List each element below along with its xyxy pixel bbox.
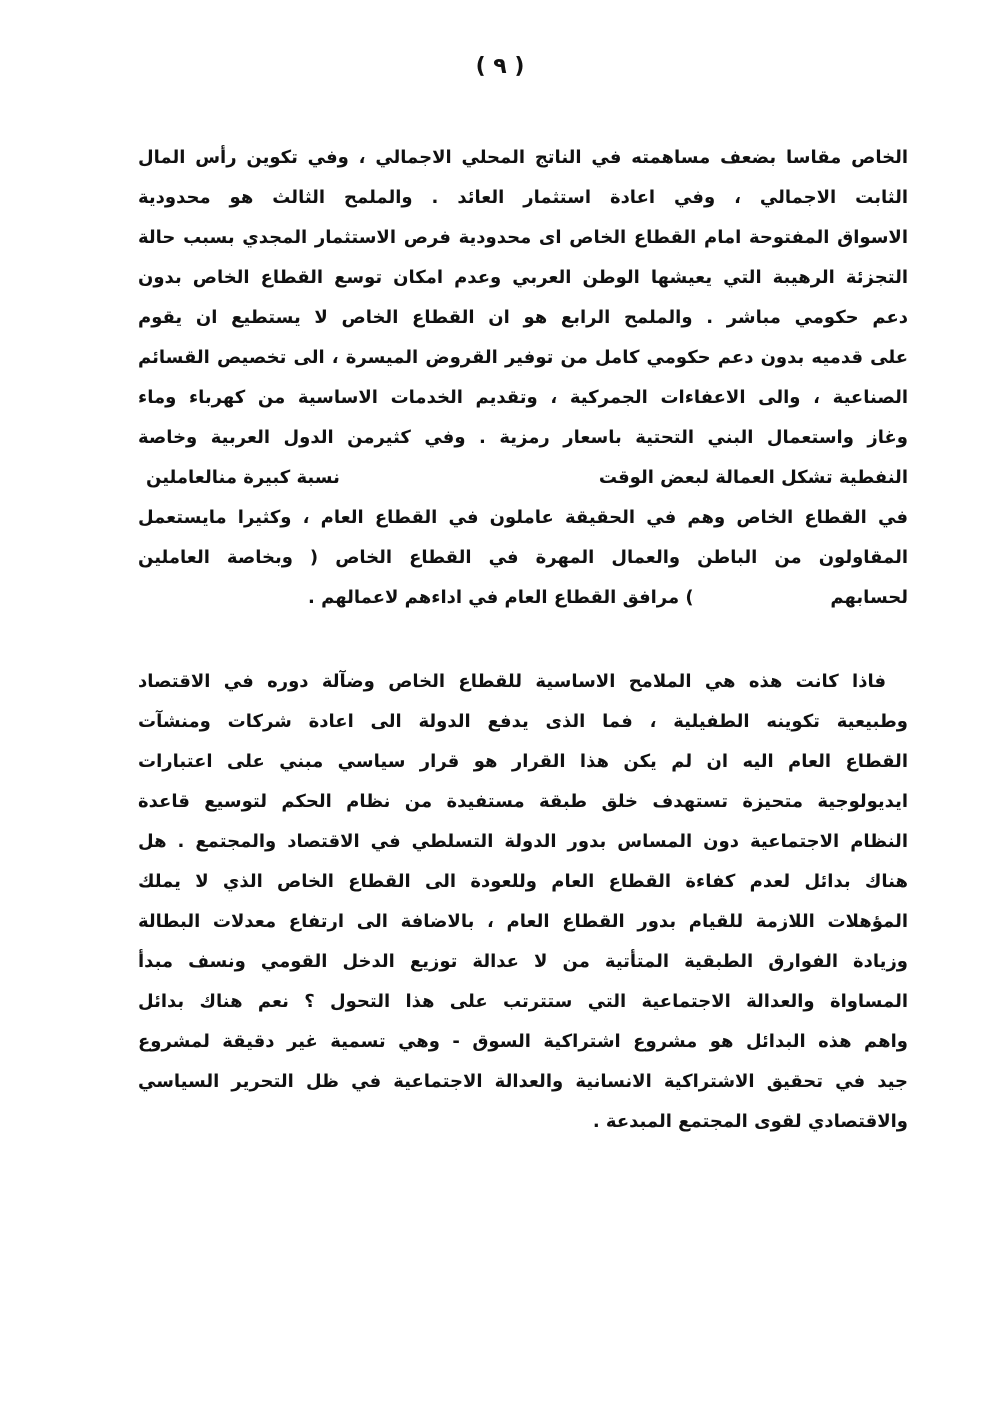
text-line: فاذا كانت هذه هي الملامح الاساسية للقطاع الخاص وضآلة دوره في الاقتصاد [138,671,886,692]
text-line: الاسواق المفتوحة امام القطاع الخاص اى محدودية فرص الاستثمار المجدي بسبب حالة [138,227,908,248]
text-line: المؤهلات اللازمة للقيام بدور القطاع العام ، بالاضافة الى ارتفاع معدلات البطالة [138,911,908,932]
paragraph-1 [138,138,908,618]
text-fragment: ) مرافق القطاع العام في اداءهم لاعمالهم . [308,587,694,608]
text-line-with-gap [138,578,908,618]
text-line: الخاص مقاسا بضعف مساهمته في الناتج المحلي الاجمالي ، وفي تكوين رأس المال [138,147,908,168]
text-line: التجزئة الرهيبة التي يعيشها الوطن العربي وعدم امكان توسع القطاع الخاص بدون [138,267,908,288]
text-line: الثابت الاجمالي ، وفي اعادة استثمار العائد . والملمح الثالث هو محدودية [138,187,908,208]
text-line: واهم هذه البدائل هو مشروع اشتراكية السوق - وهي تسمية غير دقيقة لمشروع [138,1031,908,1052]
text-fragment: النفطية تشكل العمالة لبعض الوقت [598,467,908,488]
paragraph-2 [138,662,908,1142]
text-line: ايديولوجية متحيزة تستهدف خلق طبقة مستفيدة من نظام الحكم لتوسيع قاعدة [138,791,908,812]
text-line: على قدميه بدون دعم حكومي كامل من توفير القروض الميسرة ، الى تخصيص القسائم [138,347,908,368]
text-line: المساواة والعدالة الاجتماعية التي ستترتب على هذا التحول ؟ نعم هناك بدائل [138,991,908,1012]
text-line: وزيادة الفوارق الطبقية المتأتية من لا عدالة توزيع الدخل القومي ونسف مبدأ [138,951,908,972]
text-line: الصناعية ، والى الاعفاءات الجمركية ، وتقديم الخدمات الاساسية من كهرباء وماء [138,387,908,408]
text-fragment: نسبة كبيرة منالعاملين [146,467,340,488]
text-line: وغاز واستعمال البني التحتية باسعار رمزية . وفي كثيرمن الدول العربية وخاصة [138,427,908,448]
text-line: وطبيعية تكوينه الطفيلية ، فما الذى يدفع الدولة الى اعادة شركات ومنشآت [138,711,908,732]
text-line: في القطاع الخاص وهم في الحقيقة عاملون في القطاع العام ، وكثيرا مايستعمل [138,507,908,528]
text-line: دعم حكومي مباشر . والملمح الرابع هو ان القطاع الخاص لا يستطيع ان يقوم [138,307,908,328]
text-line: جيد في تحقيق الاشتراكية الانسانية والعدالة الاجتماعية في ظل التحرير السياسي [138,1071,908,1092]
text-line: هناك بدائل لعدم كفاءة القطاع العام وللعودة الى القطاع الخاص الذي لا يملك [138,871,908,892]
text-line-with-gap [138,458,908,498]
text-line: والاقتصادي لقوى المجتمع المبدعة . [592,1111,908,1132]
text-line: النظام الاجتماعية دون المساس بدور الدولة التسلطي في الاقتصاد والمجتمع . هل [138,831,908,852]
text-line: المقاولون من الباطن والعمال المهرة في القطاع الخاص ( وبخاصة العاملين [138,547,908,568]
page-number: ( ٩ ) [475,54,525,79]
text-line: القطاع العام اليه ان لم يكن هذا القرار هو قرار سياسي مبني على اعتبارات [138,751,908,772]
text-fragment: لحسابهم [830,587,908,608]
